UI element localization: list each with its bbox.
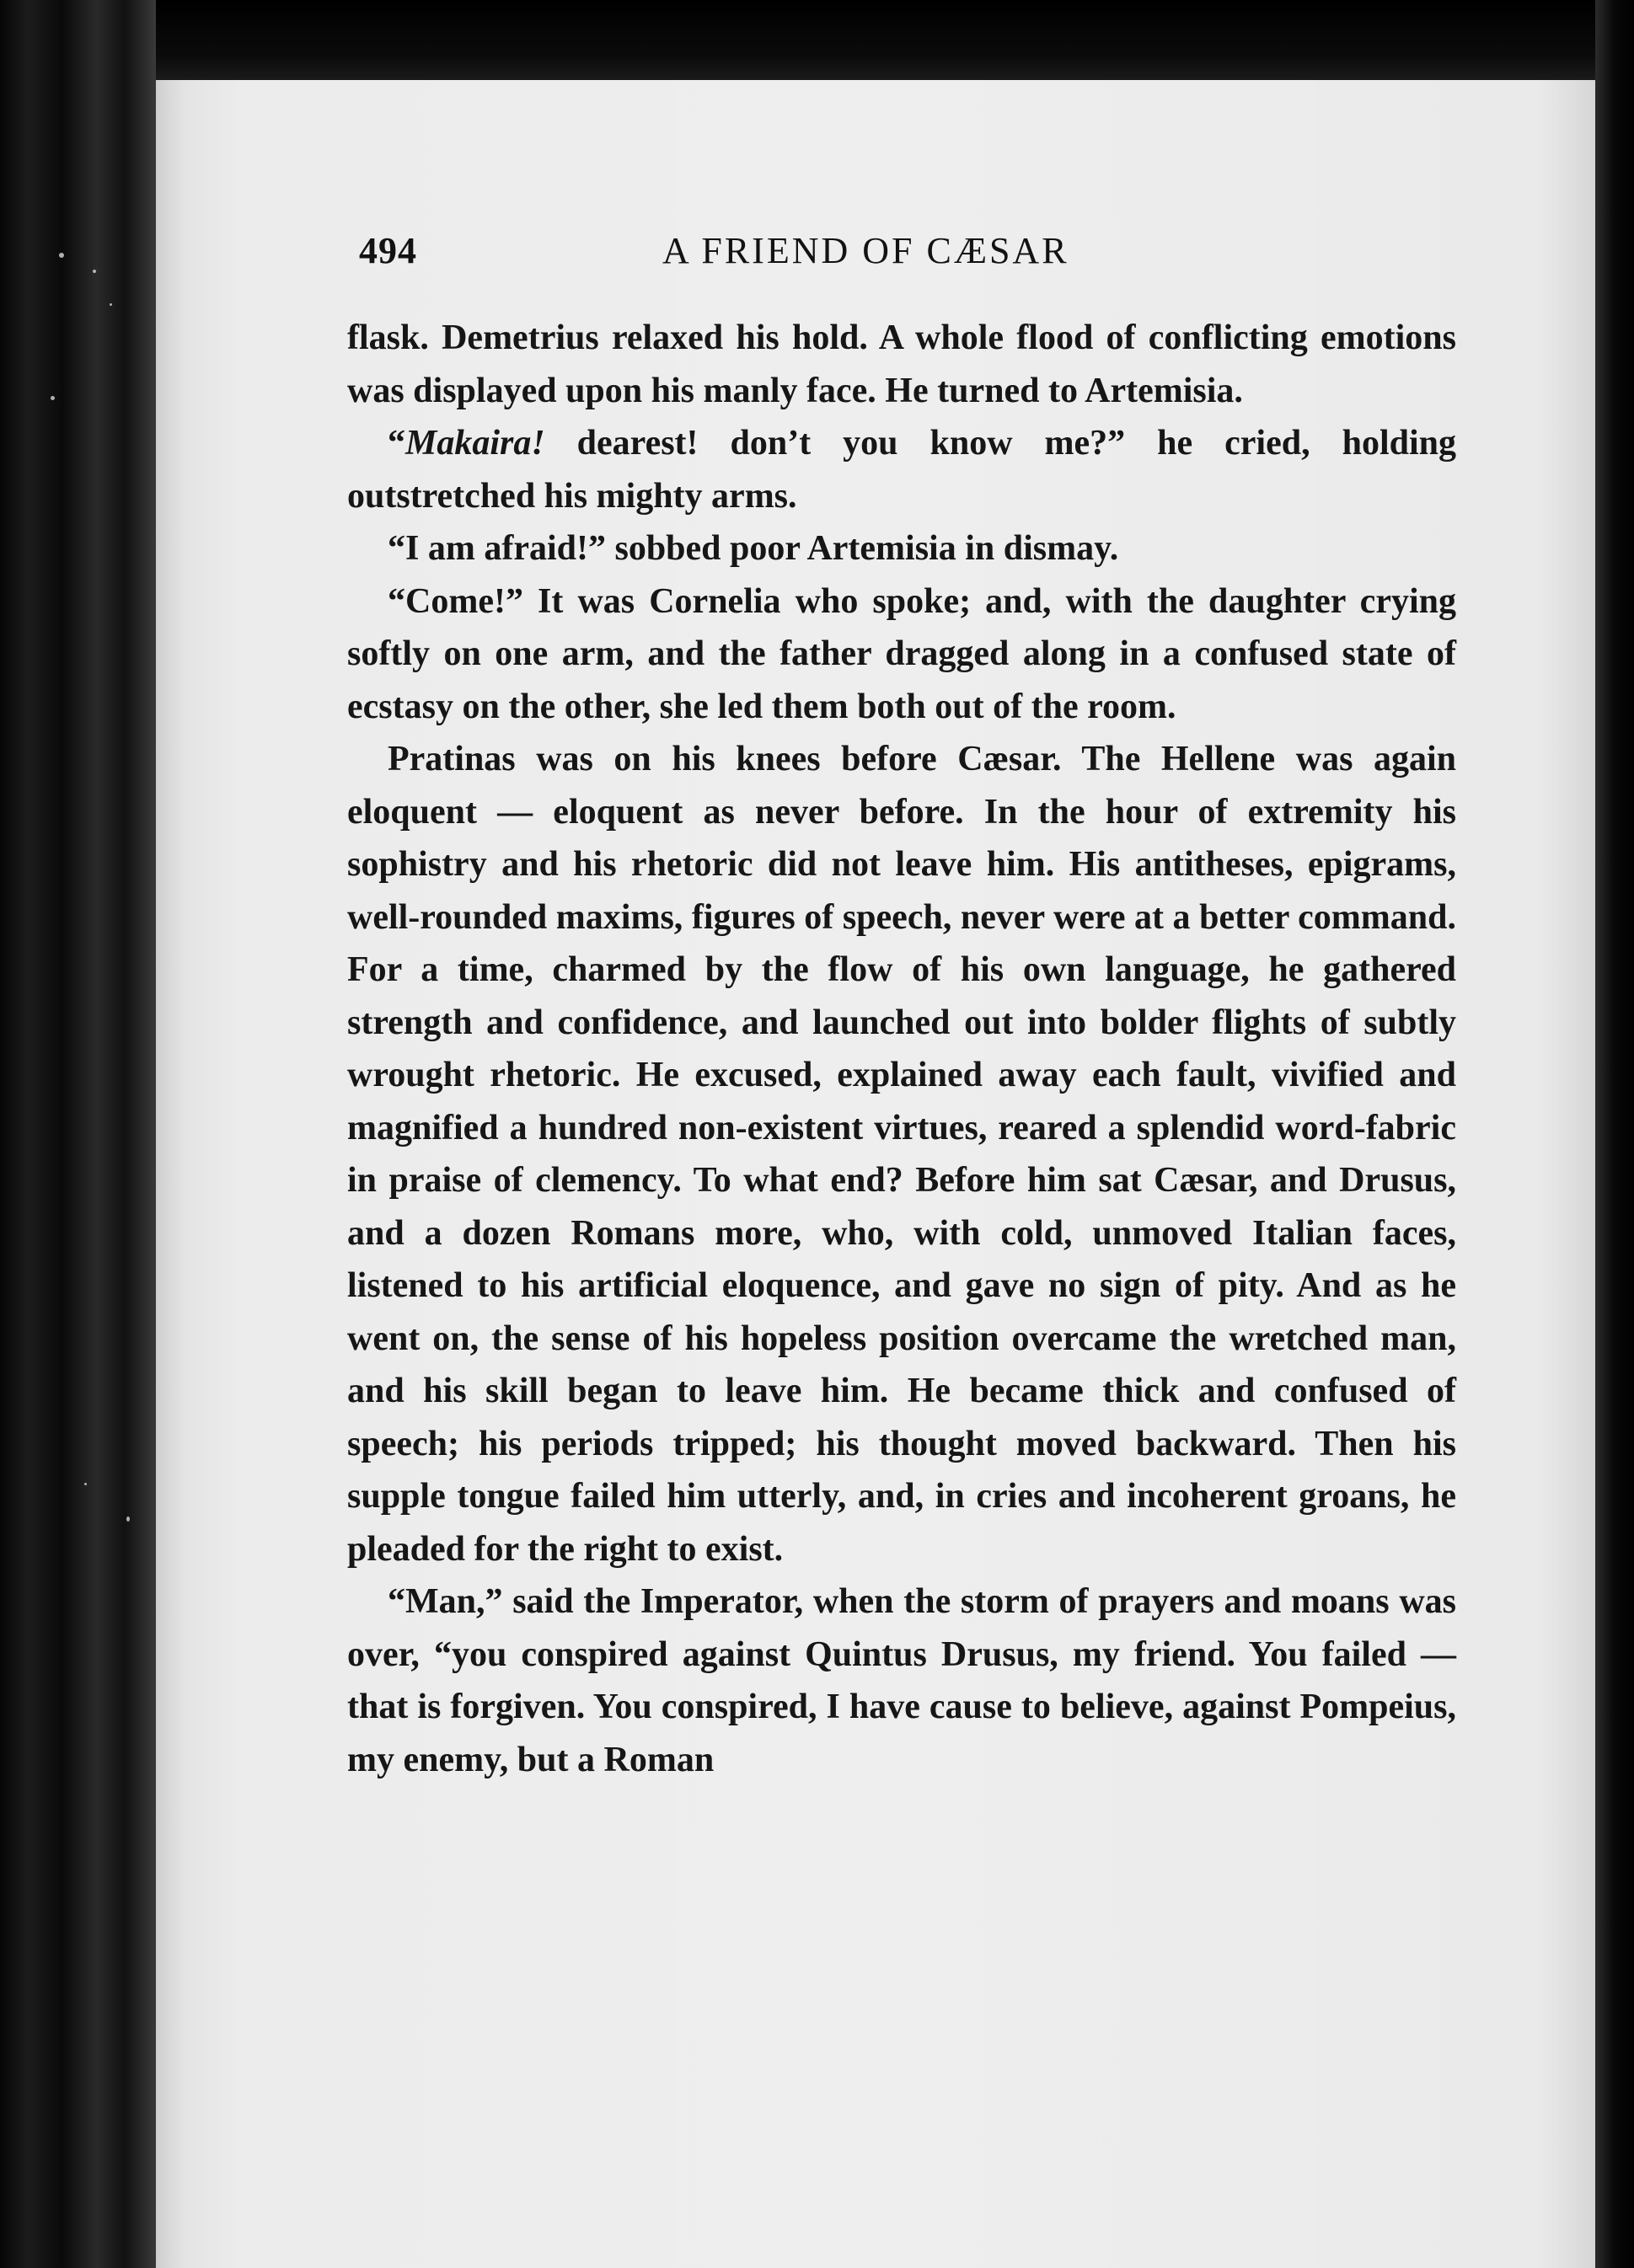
opening-quote: “ (388, 424, 405, 463)
paragraph-3: “I am afraid!” sobbed poor Artemisia in dismay. (388, 529, 1119, 568)
body-text (347, 312, 1456, 1786)
scan-top-border (0, 0, 1634, 80)
dust-speck (51, 396, 55, 400)
dust-speck (59, 253, 64, 258)
book-spine-edge (0, 0, 156, 2268)
dust-speck (84, 1483, 87, 1485)
italic-word: Makaira! (405, 424, 545, 463)
paragraph-2-rest: dearest! don’t you know me?” he cried, holding outstretched his mighty arms. (347, 424, 1456, 516)
paragraph-1: flask. Demetrius relaxed his hold. A whole flood of conflicting emotions was displayed upon his manly face. He turned to Artemisia. (347, 318, 1456, 410)
paragraph-2 (347, 417, 1456, 522)
paragraph-6: “Man,” said the Imperator, when the storm of prayers and moans was over, “you conspired against Quintus Drusus, my friend. You failed — that is forgiven. You conspired, I have cause to believe, against Pompeius, my enemy, but a Roman (347, 1582, 1456, 1779)
scan-right-border (1595, 0, 1634, 2268)
running-header (359, 229, 1455, 280)
dust-speck (93, 270, 96, 273)
page-number: 494 (359, 230, 417, 271)
dust-speck (110, 303, 112, 306)
running-title: A FRIEND OF CÆSAR (662, 230, 1069, 271)
dust-speck (126, 1516, 130, 1522)
paragraph-5: Pratinas was on his knees before Cæsar. The Hellene was again eloquent — eloquent as never before. In the hour of extremity his sophistry and his rhetoric did not leave him. His antitheses, epigrams, well-rounded maxims, figures of speech, never were at a better command. For a time, charmed by the flow of his own language, he gathered strength and confidence, and launched out into bolder flights of subtly wrought rhetoric. He excused, explained away each fault, vivified and magnified a hundred non-existent virtues, reared a splendid word-fabric in praise of clemency. To what end? Before him sat Cæsar, and Drusus, and a dozen Romans more, who, with cold, unmoved Italian faces, listened to his artificial eloquence, and gave no sign of pity. And as he went on, the sense of his hopeless position overcame the wretched man, and his skill began to leave him. He became thick and confused of speech; his periods tripped; his thought moved backward. Then his supple tongue failed him utterly, and, in cries and incoherent groans, he pleaded for the right to exist. (347, 740, 1456, 1569)
paragraph-4: “Come!” It was Cornelia who spoke; and, with the daughter crying softly on one arm, and the father dragged along in a confused state of ecstasy on the other, she led them both out of the room. (347, 581, 1456, 726)
